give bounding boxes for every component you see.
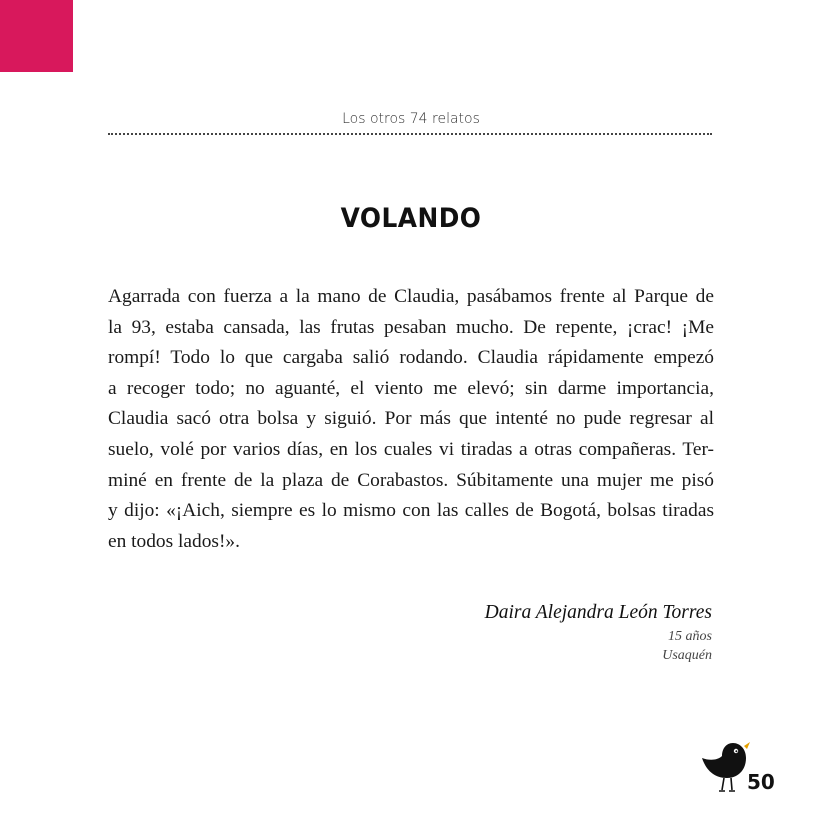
- corner-accent-block: [0, 0, 73, 72]
- body-line: la 93, estaba cansada, las frutas pesaban mucho. De repente, ¡crac! ¡Me: [108, 316, 714, 338]
- author-locality: Usaquén: [662, 648, 712, 663]
- body-line: miné en frente de la plaza de Corabastos. Súbitamente una mujer me pisó: [108, 469, 714, 491]
- running-header: Los otros 74 relatos: [342, 111, 480, 127]
- bird-icon: [700, 736, 750, 794]
- body-line: y dijo: «¡Aich, siempre es lo mismo con las calles de Bogotá, bolsas tiradas: [108, 500, 714, 522]
- author-name: Daira Alejandra León Torres: [484, 602, 712, 623]
- author-signature: [485, 599, 712, 665]
- story-title: VOLANDO: [340, 203, 482, 234]
- page-number: 50: [747, 770, 775, 794]
- body-line: Agarrada con fuerza a la mano de Claudia, pasábamos frente al Parque de: [108, 286, 714, 307]
- author-age: 15 años: [668, 629, 712, 644]
- body-line: Claudia sacó otra bolsa y siguió. Por más que intenté no pude regresar al: [108, 408, 714, 430]
- body-line: en todos lados!».: [108, 530, 240, 552]
- body-line: rompí! Todo lo que cargaba salió rodando. Claudia rápidamente empezó: [108, 347, 714, 369]
- body-line: a recoger todo; no aguanté, el viento me elevó; sin darme importancia,: [108, 377, 714, 399]
- header-dotted-rule: [108, 133, 712, 135]
- story-body: [108, 282, 714, 557]
- body-line: suelo, volé por varios días, en los cuales vi tiradas a otras compañeras. Ter-: [108, 438, 714, 460]
